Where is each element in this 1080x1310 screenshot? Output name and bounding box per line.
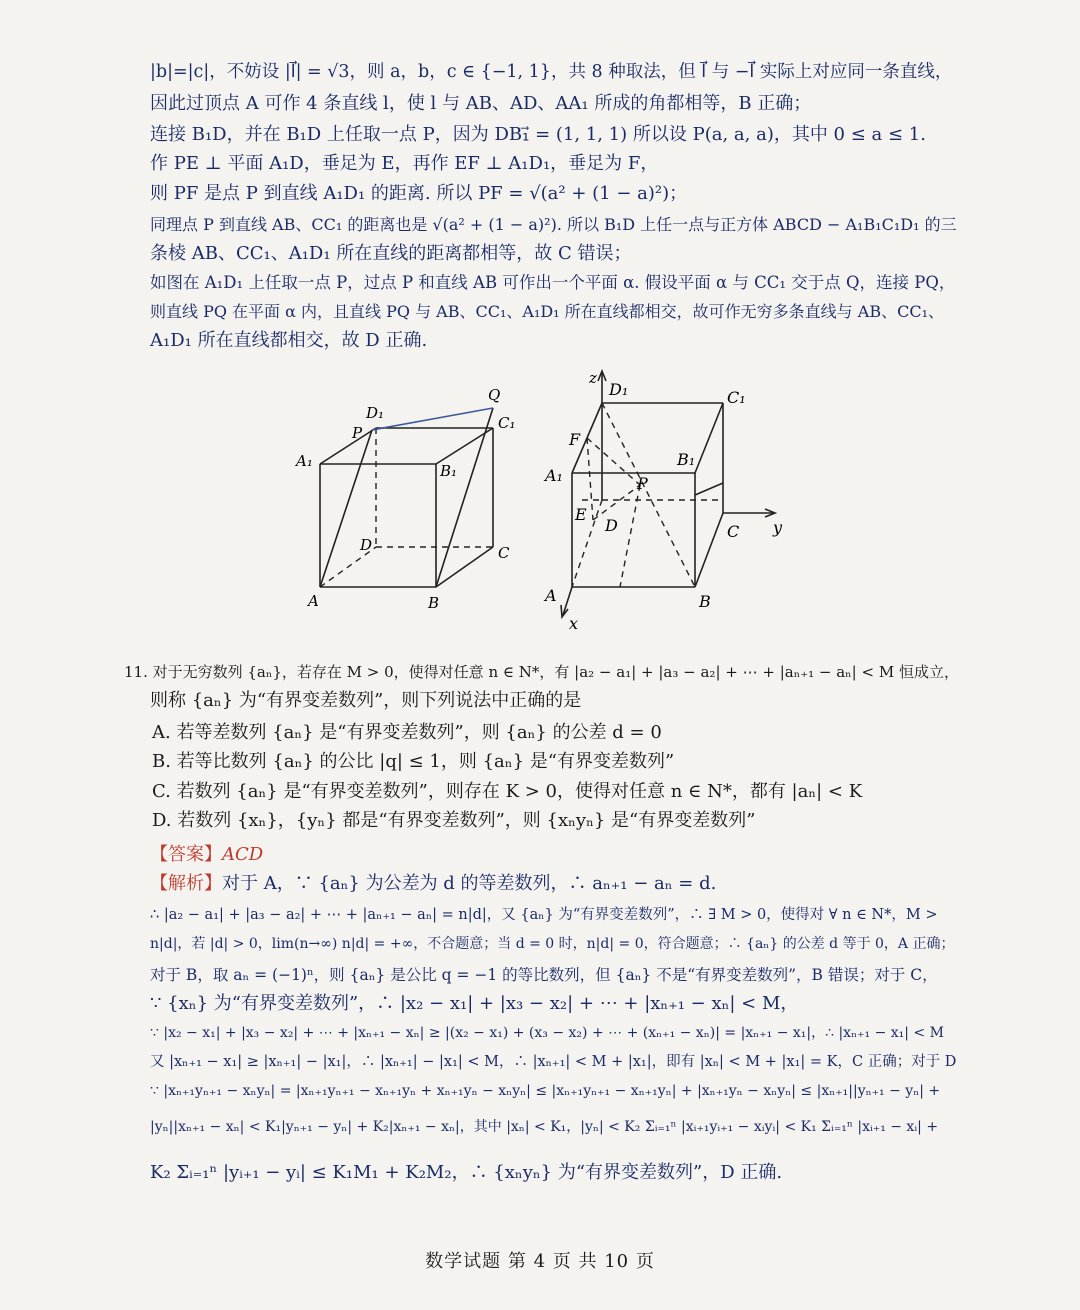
page-footer: 数学试题 第 4 页 共 10 页 — [425, 1251, 655, 1272]
cube-figure-right — [535, 365, 795, 635]
label-C: C — [498, 544, 510, 562]
solution10-line-2: 因此过顶点 A 可作 4 条直线 l，使 l 与 AB、AD、AA₁ 所成的角都相等，B 正确； — [150, 93, 812, 114]
analysis-text-1: 对于 A，∵ {aₙ} 为公差为 d 的等差数列，∴ aₙ₊₁ − aₙ = d. — [222, 873, 717, 894]
analysis-label: 【解析】 — [150, 873, 222, 894]
question11-stem-2: 则称 {aₙ} 为“有界变差数列”，则下列说法中正确的是 — [150, 690, 582, 711]
axis-x-label: x — [569, 614, 579, 633]
solution10-line-7: 条棱 AB、CC₁、A₁D₁ 所在直线的距离都相等，故 C 错误； — [150, 243, 632, 264]
label-B1: B₁ — [440, 462, 458, 480]
cube-figure-left — [290, 380, 530, 620]
label-A1-r: A₁ — [545, 466, 563, 485]
option-c: C. 若数列 {aₙ} 是“有界变差数列”，则存在 K > 0，使得对任意 n ∈ N*，都有 |aₙ| < K — [152, 781, 863, 802]
solution10-line-8: 如图在 A₁D₁ 上任取一点 P，过点 P 和直线 AB 可作出一个平面 α. 假设平面 α 与 CC₁ 交于点 Q，连接 PQ， — [150, 273, 956, 292]
label-F: F — [569, 430, 581, 449]
label-A: A — [308, 592, 319, 610]
analysis-line-8: ∵ |xₙ₊₁yₙ₊₁ − xₙyₙ| = |xₙ₊₁yₙ₊₁ − xₙ₊₁yₙ + xₙ₊₁yₙ − xₙyₙ| ≤ |xₙ₊₁yₙ₊₁ − xₙ₊₁yₙ| + |xₙ₊₁yₙ − xₙyₙ| ≤ |xₙ₊₁||yₙ₊₁ − yₙ| + — [150, 1083, 941, 1099]
option-a: A. 若等差数列 {aₙ} 是“有界变差数列”，则 {aₙ} 的公差 d = 0 — [152, 722, 662, 743]
label-P-r: P — [637, 474, 648, 493]
solution10-line-9: 则直线 PQ 在平面 α 内，且直线 PQ 与 AB、CC₁、A₁D₁ 所在直线都相交，故可作无穷多条直线与 AB、CC₁、 — [150, 302, 944, 321]
solution10-line-4: 作 PE ⊥ 平面 A₁D，垂足为 E，再作 EF ⊥ A₁D₁，垂足为 F， — [150, 153, 659, 174]
solution10-line-5: 则 PF 是点 P 到直线 A₁D₁ 的距离. 所以 PF = √(a² + (1 − a)²)； — [150, 183, 688, 204]
label-A-r: A — [545, 586, 557, 605]
label-C1: C₁ — [498, 414, 516, 432]
analysis-line-5: ∵ {xₙ} 为“有界变差数列”，∴ |x₂ − x₁| + |x₃ − x₂| + ⋯ + |xₙ₊₁ − xₙ| < M， — [150, 993, 799, 1014]
solution10-line-3: 连接 B₁D，并在 B₁D 上任取一点 P，因为 DB₁⃗ = (1, 1, 1) 所以设 P(a, a, a)，其中 0 ≤ a ≤ 1. — [150, 124, 926, 145]
label-D: D — [360, 536, 373, 554]
answer-label: 【答案】 — [150, 844, 222, 865]
analysis-line-3: n|d|，若 |d| > 0，lim(n→∞) n|d| = +∞，不合题意；当 d = 0 时，n|d| = 0，符合题意；∴ {aₙ} 的公差 d 等于 0，A 正确； — [150, 936, 955, 952]
label-Q: Q — [488, 386, 501, 404]
label-D1: D₁ — [366, 404, 385, 422]
answer-line — [150, 842, 962, 868]
analysis-line-7: 又 |xₙ₊₁ − x₁| ≥ |xₙ₊₁| − |x₁|，∴ |xₙ₊₁| − |x₁| < M，∴ |xₙ₊₁| < M + |x₁|，即有 |xₙ| < M + |x₁| = K，C 正确；对于 D — [150, 1054, 957, 1070]
analysis-line-9: |yₙ||xₙ₊₁ − xₙ| < K₁|yₙ₊₁ − yₙ| + K₂|xₙ₊₁ − xₙ|，其中 |xₙ| < K₁，|yₙ| < K₂ Σᵢ₌₁ⁿ |xᵢ₊₁yᵢ₊₁ − xᵢyᵢ| < K₁ Σᵢ₌₁ⁿ |xᵢ₊₁ − xᵢ| + — [150, 1119, 939, 1135]
analysis-line-2: ∴ |a₂ − a₁| + |a₃ − a₂| + ⋯ + |aₙ₊₁ − aₙ| = n|d|，又 {aₙ} 为“有界变差数列”，∴ ∃ M > 0，使得对 ∀ n ∈ N*，M > — [150, 907, 938, 923]
analysis-line-6: ∵ |x₂ − x₁| + |x₃ − x₂| + ⋯ + |xₙ₊₁ − xₙ| ≥ |(x₂ − x₁) + (x₃ − x₂) + ⋯ + (xₙ₊₁ − xₙ)| = |xₙ₊₁ − x₁|，∴ |xₙ₊₁ − x₁| < M — [150, 1025, 944, 1041]
analysis-line-1 — [150, 871, 962, 897]
analysis-line-4: 对于 B，取 aₙ = (−1)ⁿ，则 {aₙ} 是公比 q = −1 的等比数列，但 {aₙ} 不是“有界变差数列”，B 错误；对于 C， — [150, 966, 938, 984]
axis-y-label: y — [773, 518, 783, 537]
solution10-line-6: 同理点 P 到直线 AB、CC₁ 的距离也是 √(a² + (1 − a)²). 所以 B₁D 上任一点与正方体 ABCD − A₁B₁C₁D₁ 的三 — [150, 215, 957, 234]
label-D-r: D — [605, 516, 618, 535]
option-d: D. 若数列 {xₙ}，{yₙ} 都是“有界变差数列”，则 {xₙyₙ} 是“有界变差数列” — [152, 810, 756, 831]
option-b: B. 若等比数列 {aₙ} 的公比 |q| ≤ 1，则 {aₙ} 是“有界变差数列” — [152, 751, 675, 772]
label-B1-r: B₁ — [677, 450, 696, 469]
label-P: P — [352, 424, 363, 442]
question11-stem-1: 11. 对于无穷数列 {aₙ}，若存在 M > 0，使得对任意 n ∈ N*，有 |a₂ − a₁| + |a₃ − a₂| + ⋯ + |aₙ₊₁ − aₙ| < M 恒成立， — [124, 663, 959, 681]
solution10-line-1: |b|=|c|，不妨设 |l⃗| = √3，则 a，b，c ∈ {−1, 1}，共 8 种取法，但 l⃗ 与 −l⃗ 实际上对应同一条直线， — [150, 62, 953, 82]
axis-z-label: z — [589, 369, 597, 387]
label-D1-r: D₁ — [609, 380, 629, 399]
label-E: E — [575, 505, 587, 524]
answer-value: ACD — [222, 844, 264, 865]
analysis-line-10: K₂ Σᵢ₌₁ⁿ |yᵢ₊₁ − yᵢ| ≤ K₁M₁ + K₂M₂，∴ {xₙyₙ} 为“有界变差数列”，D 正确. — [150, 1162, 783, 1183]
label-C1-r: C₁ — [727, 388, 746, 407]
label-B-r: B — [699, 592, 711, 611]
label-C-r: C — [727, 522, 740, 541]
solution10-line-10: A₁D₁ 所在直线都相交，故 D 正确. — [150, 330, 428, 351]
label-A1: A₁ — [296, 452, 313, 470]
label-B: B — [428, 594, 440, 612]
